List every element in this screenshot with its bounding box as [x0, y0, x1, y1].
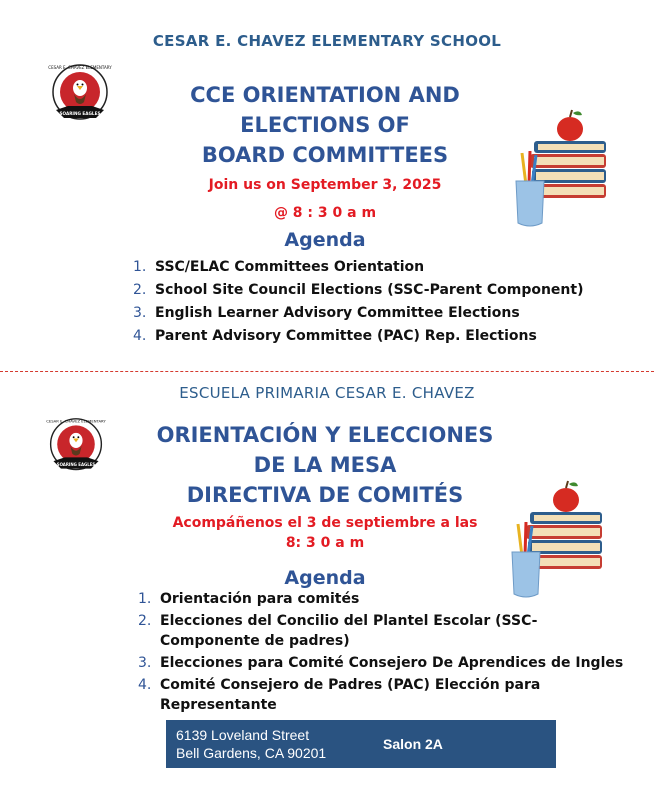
school-name-spanish: ESCUELA PRIMARIA CESAR E. CHAVEZ — [179, 384, 475, 402]
agenda-item: 2. School Site Council Elections (SSC-Parent Component) — [133, 282, 584, 298]
title-english — [140, 80, 510, 170]
title-line: ELECTIONS OF — [240, 113, 410, 137]
section-divider — [0, 371, 654, 372]
books-apple-icon — [512, 107, 612, 232]
agenda-item: 3. English Learner Advisory Committee Elections — [133, 305, 520, 321]
agenda-list-spanish — [138, 589, 628, 715]
svg-text:SOARING EAGLES: SOARING EAGLES — [56, 461, 96, 467]
school-logo-icon — [42, 416, 110, 478]
footer-location-box — [166, 720, 556, 768]
svg-text:CESAR E. CHAVEZ ELEMENTARY: CESAR E. CHAVEZ ELEMENTARY — [48, 65, 112, 70]
agenda-list-english — [133, 256, 593, 348]
title-line: DIRECTIVA DE COMITÉS — [186, 483, 464, 507]
event-time-spanish: 8: 3 0 a m — [285, 535, 365, 551]
title-line: BOARD COMMITTEES — [201, 143, 449, 167]
agenda-item: 4. Comité Consejero de Padres (PAC) Elección para Representante — [138, 677, 541, 713]
school-logo-icon — [44, 62, 116, 128]
agenda-item: 2. Elecciones del Concilio del Plantel Escolar (SSC-Componente de padres) — [138, 613, 538, 649]
event-date-english: Join us on September 3, 2025 — [208, 177, 442, 193]
school-name-english: CESAR E. CHAVEZ ELEMENTARY SCHOOL — [152, 32, 502, 50]
agenda-item: 1. SSC/ELAC Committees Orientation — [133, 259, 425, 275]
books-apple-icon — [508, 478, 608, 603]
agenda-item: 3. Elecciones para Comité Consejero De Aprendices de Ingles — [138, 655, 624, 671]
address-city: Bell Gardens, CA 90201 — [176, 745, 327, 761]
title-line: ORIENTACIÓN Y ELECCIONES — [156, 423, 494, 447]
svg-text:CESAR E. CHAVEZ ELEMENTARY: CESAR E. CHAVEZ ELEMENTARY — [46, 419, 106, 424]
title-spanish — [130, 420, 520, 510]
event-time-english: @ 8 : 3 0 a m — [273, 205, 377, 221]
title-line: DE LA MESA — [253, 453, 397, 477]
svg-text:SOARING EAGLES: SOARING EAGLES — [59, 111, 101, 116]
agenda-heading-english: Agenda — [284, 229, 366, 251]
agenda-heading-spanish: Agenda — [284, 567, 366, 589]
address — [176, 726, 326, 762]
event-date-spanish: Acompáñenos el 3 de septiembre a las — [172, 515, 478, 531]
room-label: Salon 2A — [383, 736, 443, 752]
title-line: CCE ORIENTATION AND — [190, 83, 460, 107]
agenda-item: 4. Parent Advisory Committee (PAC) Rep. Elections — [133, 328, 537, 344]
agenda-item: 1. Orientación para comités — [138, 591, 360, 607]
address-street: 6139 Loveland Street — [176, 727, 310, 743]
